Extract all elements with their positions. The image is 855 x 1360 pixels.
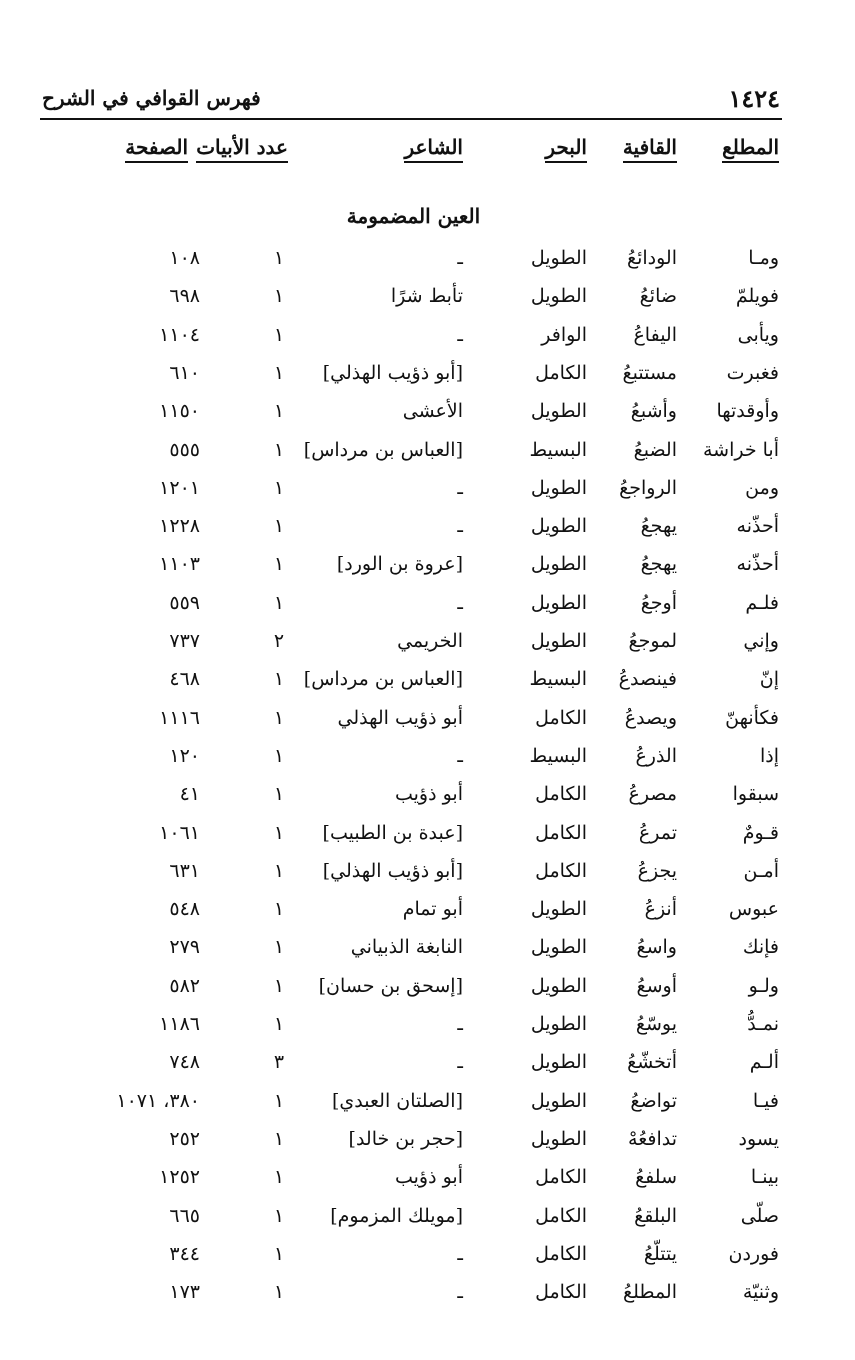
opening-cell: فغبرت — [726, 362, 779, 384]
rhyme-cell: أتخشّعُ — [627, 1051, 677, 1073]
poet-cell: أبو ذؤيب الهذلي — [337, 707, 463, 729]
column-header-page: الصفحة — [118, 128, 188, 166]
page-ref-cell: ١٢٢٨ — [159, 515, 200, 537]
meter-cell: البسيط — [529, 668, 587, 690]
opening-cell: أبا خراشة — [702, 439, 779, 461]
verse-count-cell: ١ — [273, 1128, 285, 1150]
meter-cell: الكامل — [535, 362, 587, 384]
opening-cell: قـومٌ — [742, 822, 779, 844]
rhyme-cell: ضائعُ — [639, 285, 677, 307]
verse-count-cell: ١ — [273, 783, 285, 805]
poet-cell: [عروة بن الورد] — [336, 553, 463, 575]
subsection-heading: العين المضمومة — [346, 204, 481, 228]
opening-cell: إذا — [759, 745, 779, 767]
opening-cell: يسود — [738, 1128, 779, 1150]
poet-cell: [مويلك المزموم] — [330, 1205, 463, 1227]
rhyme-cell: لموجعُ — [628, 630, 677, 652]
meter-cell: الطويل — [530, 1090, 587, 1112]
table-row — [0, 622, 855, 660]
page-ref-cell: ٣٤٤ — [169, 1243, 200, 1265]
opening-cell: نمـدُّ — [747, 1013, 779, 1035]
opening-cell: إنّ — [759, 668, 779, 690]
meter-cell: البسيط — [529, 745, 587, 767]
column-header-row — [0, 128, 855, 166]
meter-cell: الطويل — [530, 898, 587, 920]
meter-cell: الطويل — [530, 477, 587, 499]
poet-cell: ـ — [457, 1013, 463, 1035]
column-header-meter: البحر — [545, 128, 587, 166]
table-row — [0, 1158, 855, 1196]
opening-cell: وإني — [743, 630, 779, 652]
page-ref-cell: ١٠٨ — [169, 247, 200, 269]
verse-count-cell: ١ — [273, 745, 285, 767]
page-ref-cell: ٤١ — [179, 783, 200, 805]
verse-count-cell: ١ — [273, 898, 285, 920]
rhyme-cell: تواضعُ — [630, 1090, 677, 1112]
meter-cell: الكامل — [535, 822, 587, 844]
opening-cell: فإنك — [742, 936, 779, 958]
rhyme-cell: تمرعُ — [638, 822, 677, 844]
table-row — [0, 1005, 855, 1043]
page-ref-cell: ٦٩٨ — [169, 285, 200, 307]
meter-cell: الكامل — [535, 707, 587, 729]
section-title: فهرس القوافي في الشرح — [42, 86, 261, 110]
meter-cell: الطويل — [530, 592, 587, 614]
verse-count-cell: ١ — [273, 1205, 285, 1227]
poet-cell: تأبط شرًا — [390, 285, 463, 307]
running-head — [40, 78, 782, 120]
poet-cell: أبو ذؤيب — [394, 783, 463, 805]
poet-cell: [عبدة بن الطبيب] — [322, 822, 463, 844]
page-ref-cell: ١٠٦١ — [159, 822, 200, 844]
opening-cell: ومـا — [748, 247, 779, 269]
table-row — [0, 392, 855, 430]
table-row — [0, 1235, 855, 1273]
poet-cell: ـ — [457, 1051, 463, 1073]
rhyme-cell: مستتبعُ — [622, 362, 677, 384]
page-ref-cell: ٦٦٥ — [169, 1205, 200, 1227]
page-ref-cell: ٢٥٢ — [169, 1128, 200, 1150]
rhyme-cell: يجزعُ — [637, 860, 677, 882]
page-ref-cell: ٧٤٨ — [169, 1051, 200, 1073]
opening-cell: عبوس — [728, 898, 779, 920]
rhyme-cell: يهجعُ — [640, 515, 677, 537]
page-ref-cell: ٥٥٩ — [169, 592, 200, 614]
page-ref-cell: ١١٥٠ — [159, 400, 200, 422]
page-ref-cell: ١٢٥٢ — [159, 1166, 200, 1188]
poet-cell: ـ — [457, 1243, 463, 1265]
poet-cell: ـ — [457, 515, 463, 537]
opening-cell: ولـو — [748, 975, 779, 997]
table-row — [0, 431, 855, 469]
rhyme-cell: المطلعُ — [622, 1281, 677, 1303]
page-ref-cell: ٥٤٨ — [169, 898, 200, 920]
poet-cell: ـ — [457, 745, 463, 767]
opening-cell: صلّى — [740, 1205, 779, 1227]
verse-count-cell: ١ — [273, 822, 285, 844]
table-row — [0, 239, 855, 277]
page-ref-cell: ٦١٠ — [169, 362, 200, 384]
meter-cell: الطويل — [530, 975, 587, 997]
opening-cell: أحذّنه — [736, 515, 779, 537]
meter-cell: الكامل — [535, 860, 587, 882]
meter-cell: الكامل — [535, 1281, 587, 1303]
meter-cell: الطويل — [530, 515, 587, 537]
verse-count-cell: ٣ — [273, 1051, 285, 1073]
rhyme-cell: يهجعُ — [640, 553, 677, 575]
page-ref-cell: ١١٠٤ — [159, 324, 200, 346]
page-ref-cell: ١١١٦ — [159, 707, 200, 729]
rhyme-cell: سلفعُ — [635, 1166, 677, 1188]
rhyme-cell: البلقعُ — [634, 1205, 677, 1227]
poet-cell: [أبو ذؤيب الهذلي] — [322, 860, 463, 882]
verse-count-cell: ١ — [273, 477, 285, 499]
meter-cell: الطويل — [530, 553, 587, 575]
rhyme-cell: أوسعُ — [636, 975, 677, 997]
opening-cell: أمـن — [743, 860, 779, 882]
verse-count-cell: ١ — [273, 515, 285, 537]
table-row — [0, 1120, 855, 1158]
verse-count-cell: ١ — [273, 439, 285, 461]
table-row — [0, 277, 855, 315]
meter-cell: الطويل — [530, 1051, 587, 1073]
page-ref-cell: ٢٧٩ — [169, 936, 200, 958]
meter-cell: الكامل — [535, 1243, 587, 1265]
table-row — [0, 1043, 855, 1081]
table-row — [0, 469, 855, 507]
rhyme-cell: تدافعُهْ — [628, 1128, 677, 1150]
page-ref-cell: ٥٥٥ — [169, 439, 200, 461]
verse-count-cell: ١ — [273, 1243, 285, 1265]
poet-cell: ـ — [457, 477, 463, 499]
opening-cell: وأوقدتها — [716, 400, 779, 422]
table-row — [0, 737, 855, 775]
table-row — [0, 852, 855, 890]
verse-count-cell: ١ — [273, 1013, 285, 1035]
table-row — [0, 928, 855, 966]
page-ref-cell: ١٢٠١ — [159, 477, 200, 499]
rhyme-cell: فينصدعُ — [618, 668, 677, 690]
table-row — [0, 354, 855, 392]
table-row — [0, 1197, 855, 1235]
opening-cell: فوردن — [728, 1243, 779, 1265]
verse-count-cell: ١ — [273, 362, 285, 384]
table-row — [0, 545, 855, 583]
poet-cell: ـ — [457, 247, 463, 269]
verse-count-cell: ٢ — [273, 630, 285, 652]
opening-cell: وثنيّة — [742, 1281, 779, 1303]
opening-cell: أحذّنه — [736, 553, 779, 575]
page-ref-cell: ٦٣١ — [169, 860, 200, 882]
poet-cell: ـ — [457, 1281, 463, 1303]
meter-cell: الوافر — [541, 324, 587, 346]
verse-count-cell: ١ — [273, 324, 285, 346]
table-row — [0, 890, 855, 928]
meter-cell: الكامل — [535, 1205, 587, 1227]
opening-cell: ومن — [745, 477, 779, 499]
verse-count-cell: ١ — [273, 707, 285, 729]
meter-cell: الطويل — [530, 630, 587, 652]
column-header-rhyme: القافية — [623, 128, 677, 166]
poet-cell: ـ — [457, 592, 463, 614]
opening-cell: ألـم — [749, 1051, 779, 1073]
rhyme-cell: الذرعُ — [635, 745, 677, 767]
page-ref-cell: ٣٨٠، ١٠٧١ — [116, 1090, 200, 1112]
table-row — [0, 660, 855, 698]
meter-cell: الطويل — [530, 1013, 587, 1035]
rhyme-cell: واسعُ — [636, 936, 677, 958]
opening-cell: بينـا — [750, 1166, 779, 1188]
page-ref-cell: ٥٨٢ — [169, 975, 200, 997]
meter-cell: الطويل — [530, 936, 587, 958]
rhyme-cell: مصرعُ — [628, 783, 677, 805]
table-row — [0, 775, 855, 813]
table-row — [0, 584, 855, 622]
poet-cell: ـ — [457, 324, 463, 346]
verse-count-cell: ١ — [273, 285, 285, 307]
page-ref-cell: ١١٨٦ — [159, 1013, 200, 1035]
page-ref-cell: ١٧٣ — [169, 1281, 200, 1303]
rhyme-cell: ويصدعُ — [624, 707, 677, 729]
verse-count-cell: ١ — [273, 400, 285, 422]
verse-count-cell: ١ — [273, 247, 285, 269]
poet-cell: الأعشى — [402, 400, 463, 422]
rhyme-cell: أنزعُ — [644, 898, 677, 920]
opening-cell: فويلمّ — [735, 285, 779, 307]
poet-cell: النابغة الذبياني — [350, 936, 463, 958]
rhyme-cell: أوجعُ — [640, 592, 677, 614]
meter-cell: الكامل — [535, 783, 587, 805]
meter-cell: البسيط — [529, 439, 587, 461]
poet-cell: [العباس بن مرداس] — [303, 439, 463, 461]
rhyme-cell: الودائعُ — [626, 247, 677, 269]
meter-cell: الطويل — [530, 1128, 587, 1150]
page-number: ١٤٢٤ — [728, 84, 780, 113]
opening-cell: فلـم — [745, 592, 779, 614]
meter-cell: الطويل — [530, 247, 587, 269]
verse-count-cell: ١ — [273, 1090, 285, 1112]
rhyme-cell: يوسّعُ — [635, 1013, 677, 1035]
verse-count-cell: ١ — [273, 553, 285, 575]
rhyme-cell: الرواجعُ — [619, 477, 677, 499]
table-row — [0, 507, 855, 545]
page-ref-cell: ١١٠٣ — [159, 553, 200, 575]
page-ref-cell: ٤٦٨ — [169, 668, 200, 690]
verse-count-cell: ١ — [273, 668, 285, 690]
table-row — [0, 967, 855, 1005]
poet-cell: [أبو ذؤيب الهذلي] — [322, 362, 463, 384]
poet-cell: أبو ذؤيب — [394, 1166, 463, 1188]
poet-cell: الخريمي — [397, 630, 463, 652]
poet-cell: أبو تمام — [402, 898, 463, 920]
opening-cell: فكأنهنّ — [725, 707, 779, 729]
table-row — [0, 1082, 855, 1120]
poet-cell: [العباس بن مرداس] — [303, 668, 463, 690]
poet-cell: [الصلتان العبدي] — [331, 1090, 463, 1112]
column-header-verses: عدد الأبيات — [188, 128, 288, 166]
table-row — [0, 814, 855, 852]
meter-cell: الكامل — [535, 1166, 587, 1188]
verse-count-cell: ١ — [273, 1166, 285, 1188]
meter-cell: الطويل — [530, 285, 587, 307]
page-ref-cell: ٧٣٧ — [169, 630, 200, 652]
table-row — [0, 316, 855, 354]
verse-count-cell: ١ — [273, 592, 285, 614]
poet-cell: [حجر بن خالد] — [348, 1128, 463, 1150]
meter-cell: الطويل — [530, 400, 587, 422]
column-header-poet: الشاعر — [404, 128, 463, 166]
table-row — [0, 1273, 855, 1311]
poet-cell: [إسحق بن حسان] — [318, 975, 463, 997]
verse-count-cell: ١ — [273, 1281, 285, 1303]
rhyme-cell: يتتلّعُ — [643, 1243, 677, 1265]
verse-count-cell: ١ — [273, 860, 285, 882]
rhyme-cell: وأشبعُ — [630, 400, 677, 422]
verse-count-cell: ١ — [273, 975, 285, 997]
rhyme-cell: اليفاعُ — [633, 324, 677, 346]
page-ref-cell: ١٢٠ — [169, 745, 200, 767]
opening-cell: فيـا — [752, 1090, 779, 1112]
table-row — [0, 699, 855, 737]
opening-cell: ويأبى — [737, 324, 779, 346]
verse-count-cell: ١ — [273, 936, 285, 958]
rhyme-cell: الضبعُ — [633, 439, 677, 461]
column-header-opening: المطلع — [722, 128, 779, 166]
opening-cell: سبقوا — [732, 783, 779, 805]
